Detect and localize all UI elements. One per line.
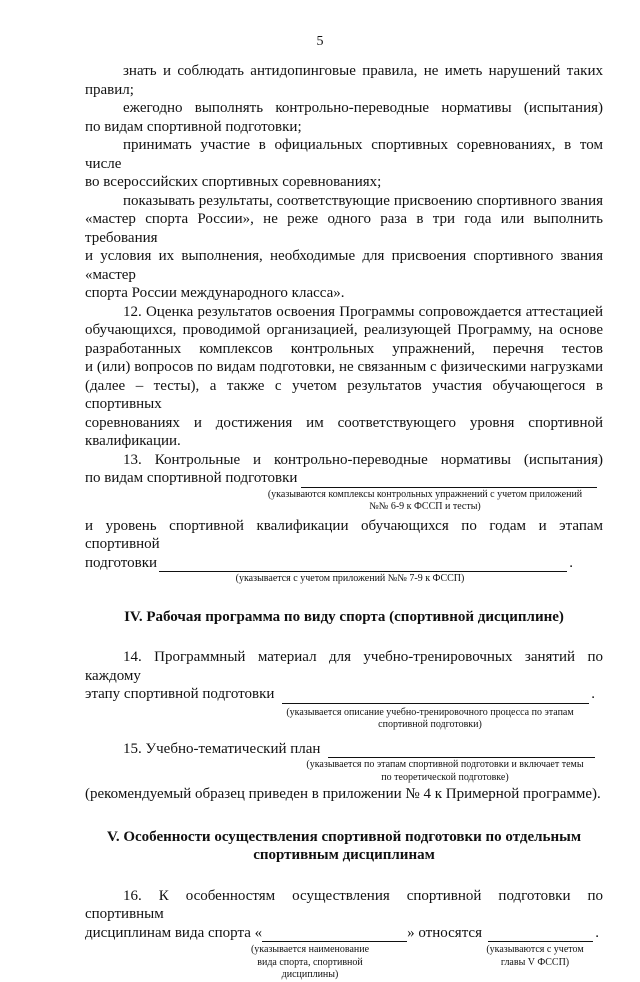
item-13-line4: подготовки	[85, 554, 158, 571]
item-15-hint-line2: по теоретической подготовке)	[381, 771, 509, 783]
item-16-hint-left-3: дисциплины)	[281, 969, 339, 980]
item-13-hint-1	[255, 489, 595, 514]
item-13-hint-line1: (указываются комплексы контрольных упражнений с учетом приложений	[267, 488, 583, 500]
item-13-field-row-2	[85, 554, 603, 573]
item-12-line5: (далее – тесты), а также с учетом результатов участия обучающегося в спортивных	[85, 377, 603, 412]
item-16-blank-sport	[262, 927, 407, 942]
item-16-line1: 16. К особенностям осуществления спортивной подготовки по спортивным	[85, 887, 603, 922]
paragraph-antidoping: знать и соблюдать антидопинговые правила, не иметь нарушений таких правил;	[85, 63, 603, 98]
item-16-hint-right	[475, 942, 595, 982]
document-body	[85, 62, 603, 982]
item-13-blank-2	[159, 557, 567, 572]
item-13-line2: по видам спортивной подготовки	[85, 470, 298, 486]
item-15-hint-line1: (указывается по этапам спортивной подготовки и включает темы	[306, 759, 584, 770]
paragraph-results-line1: показывать результаты, соответствующие присвоению спортивного звания	[123, 192, 603, 209]
item-16-line2b: » относятся	[407, 924, 482, 941]
section-heading-v-line2: спортивным дисциплинам	[253, 847, 435, 863]
item-16-hint-left-1: (указывается наименование	[250, 944, 370, 955]
item-13-end: .	[569, 554, 573, 571]
section-heading-iv: IV. Рабочая программа по виду спорта (спортивной дисциплине)	[124, 608, 564, 625]
item-15-hint	[295, 759, 595, 784]
section-heading-v-line1: V. Особенности осуществления спортивной подготовки по отдельным	[106, 828, 582, 845]
item-16-hint-right-2: главы V ФССП)	[500, 956, 570, 968]
paragraph-norms-line2: по видам спортивной подготовки;	[85, 118, 302, 135]
item-14-hint	[265, 707, 595, 732]
item-16-line2a: дисциплинам вида спорта «	[85, 924, 263, 941]
paragraph-competitions-line1: принимать участие в официальных спортивных соревнованиях, в том числе	[85, 137, 603, 172]
item-16-hint-right-1: (указываются с учетом	[486, 944, 584, 955]
item-14-hint-line1: (указывается описание учебно-тренировочного процесса по этапам	[286, 706, 574, 718]
item-12-line4: и (или) вопросов по видам подготовки, не связанным с физическими нагрузками	[85, 359, 603, 375]
item-16-blank-features	[488, 927, 593, 942]
item-13-line3: и уровень спортивной квалификации обучающихся по годам и этапам спортивной	[85, 517, 603, 552]
item-16-hint-left	[230, 942, 390, 982]
item-14-blank	[282, 689, 589, 704]
item-14-hint-line2: спортивной подготовки)	[378, 719, 482, 730]
item-14-end: .	[591, 686, 595, 702]
item-12-line7: квалификации.	[85, 433, 181, 449]
item-12-line6: соревнованиях и достижения им соответствующего уровня спортивной	[85, 414, 603, 431]
item-14-field-row	[85, 685, 603, 704]
item-13-hint-line3: (указывается с учетом приложений №№ 7-9 к ФССП)	[235, 573, 465, 584]
item-16-end: .	[595, 924, 599, 941]
item-16-field-row	[85, 924, 603, 943]
item-13-hint-line2: №№ 6-9 к ФССП и тесты)	[369, 501, 481, 512]
item-16-hints	[85, 942, 603, 982]
item-12-line2: обучающихся, проводимой организацией, реализующей Программу, на основе	[85, 322, 603, 338]
paragraph-results-line2: «мастер спорта России», не реже одного раза в три года или выполнить требования	[85, 211, 603, 246]
item-15-line1: 15. Учебно-тематический план	[123, 740, 321, 757]
item-15-blank	[328, 743, 595, 758]
item-13-line1: 13. Контрольные и контрольно-переводные нормативы (испытания)	[123, 451, 603, 468]
item-12-line3: разработанных комплексов контрольных упражнений, перечня тестов	[85, 340, 603, 357]
item-16-hint-left-2: вида спорта, спортивной	[257, 956, 363, 968]
paragraph-norms-line1: ежегодно выполнять контрольно-переводные нормативы (испытания)	[123, 100, 603, 116]
item-13-hint-2	[185, 573, 515, 586]
paragraph-results-line3: и условия их выполнения, необходимые для присвоения спортивного звания «мастер	[85, 248, 603, 283]
item-15-field-row	[85, 740, 603, 759]
item-14-line1: 14. Программный материал для учебно-тренировочных занятий по каждому	[85, 649, 603, 684]
paragraph-results-line4: спорта России международного класса».	[85, 285, 345, 301]
item-14-line2: этапу спортивной подготовки	[85, 686, 275, 702]
page-number: 5	[316, 34, 324, 49]
item-13-field-row	[85, 469, 603, 488]
paragraph-competitions-line2: во всероссийских спортивных соревнованиях;	[85, 174, 382, 190]
item-12-line1: 12. Оценка результатов освоения Программы сопровождается аттестацией	[123, 303, 603, 320]
item-15-line2: (рекомендуемый образец приведен в приложении № 4 к Примерной программе).	[85, 786, 601, 802]
item-13-blank-1	[301, 473, 597, 488]
